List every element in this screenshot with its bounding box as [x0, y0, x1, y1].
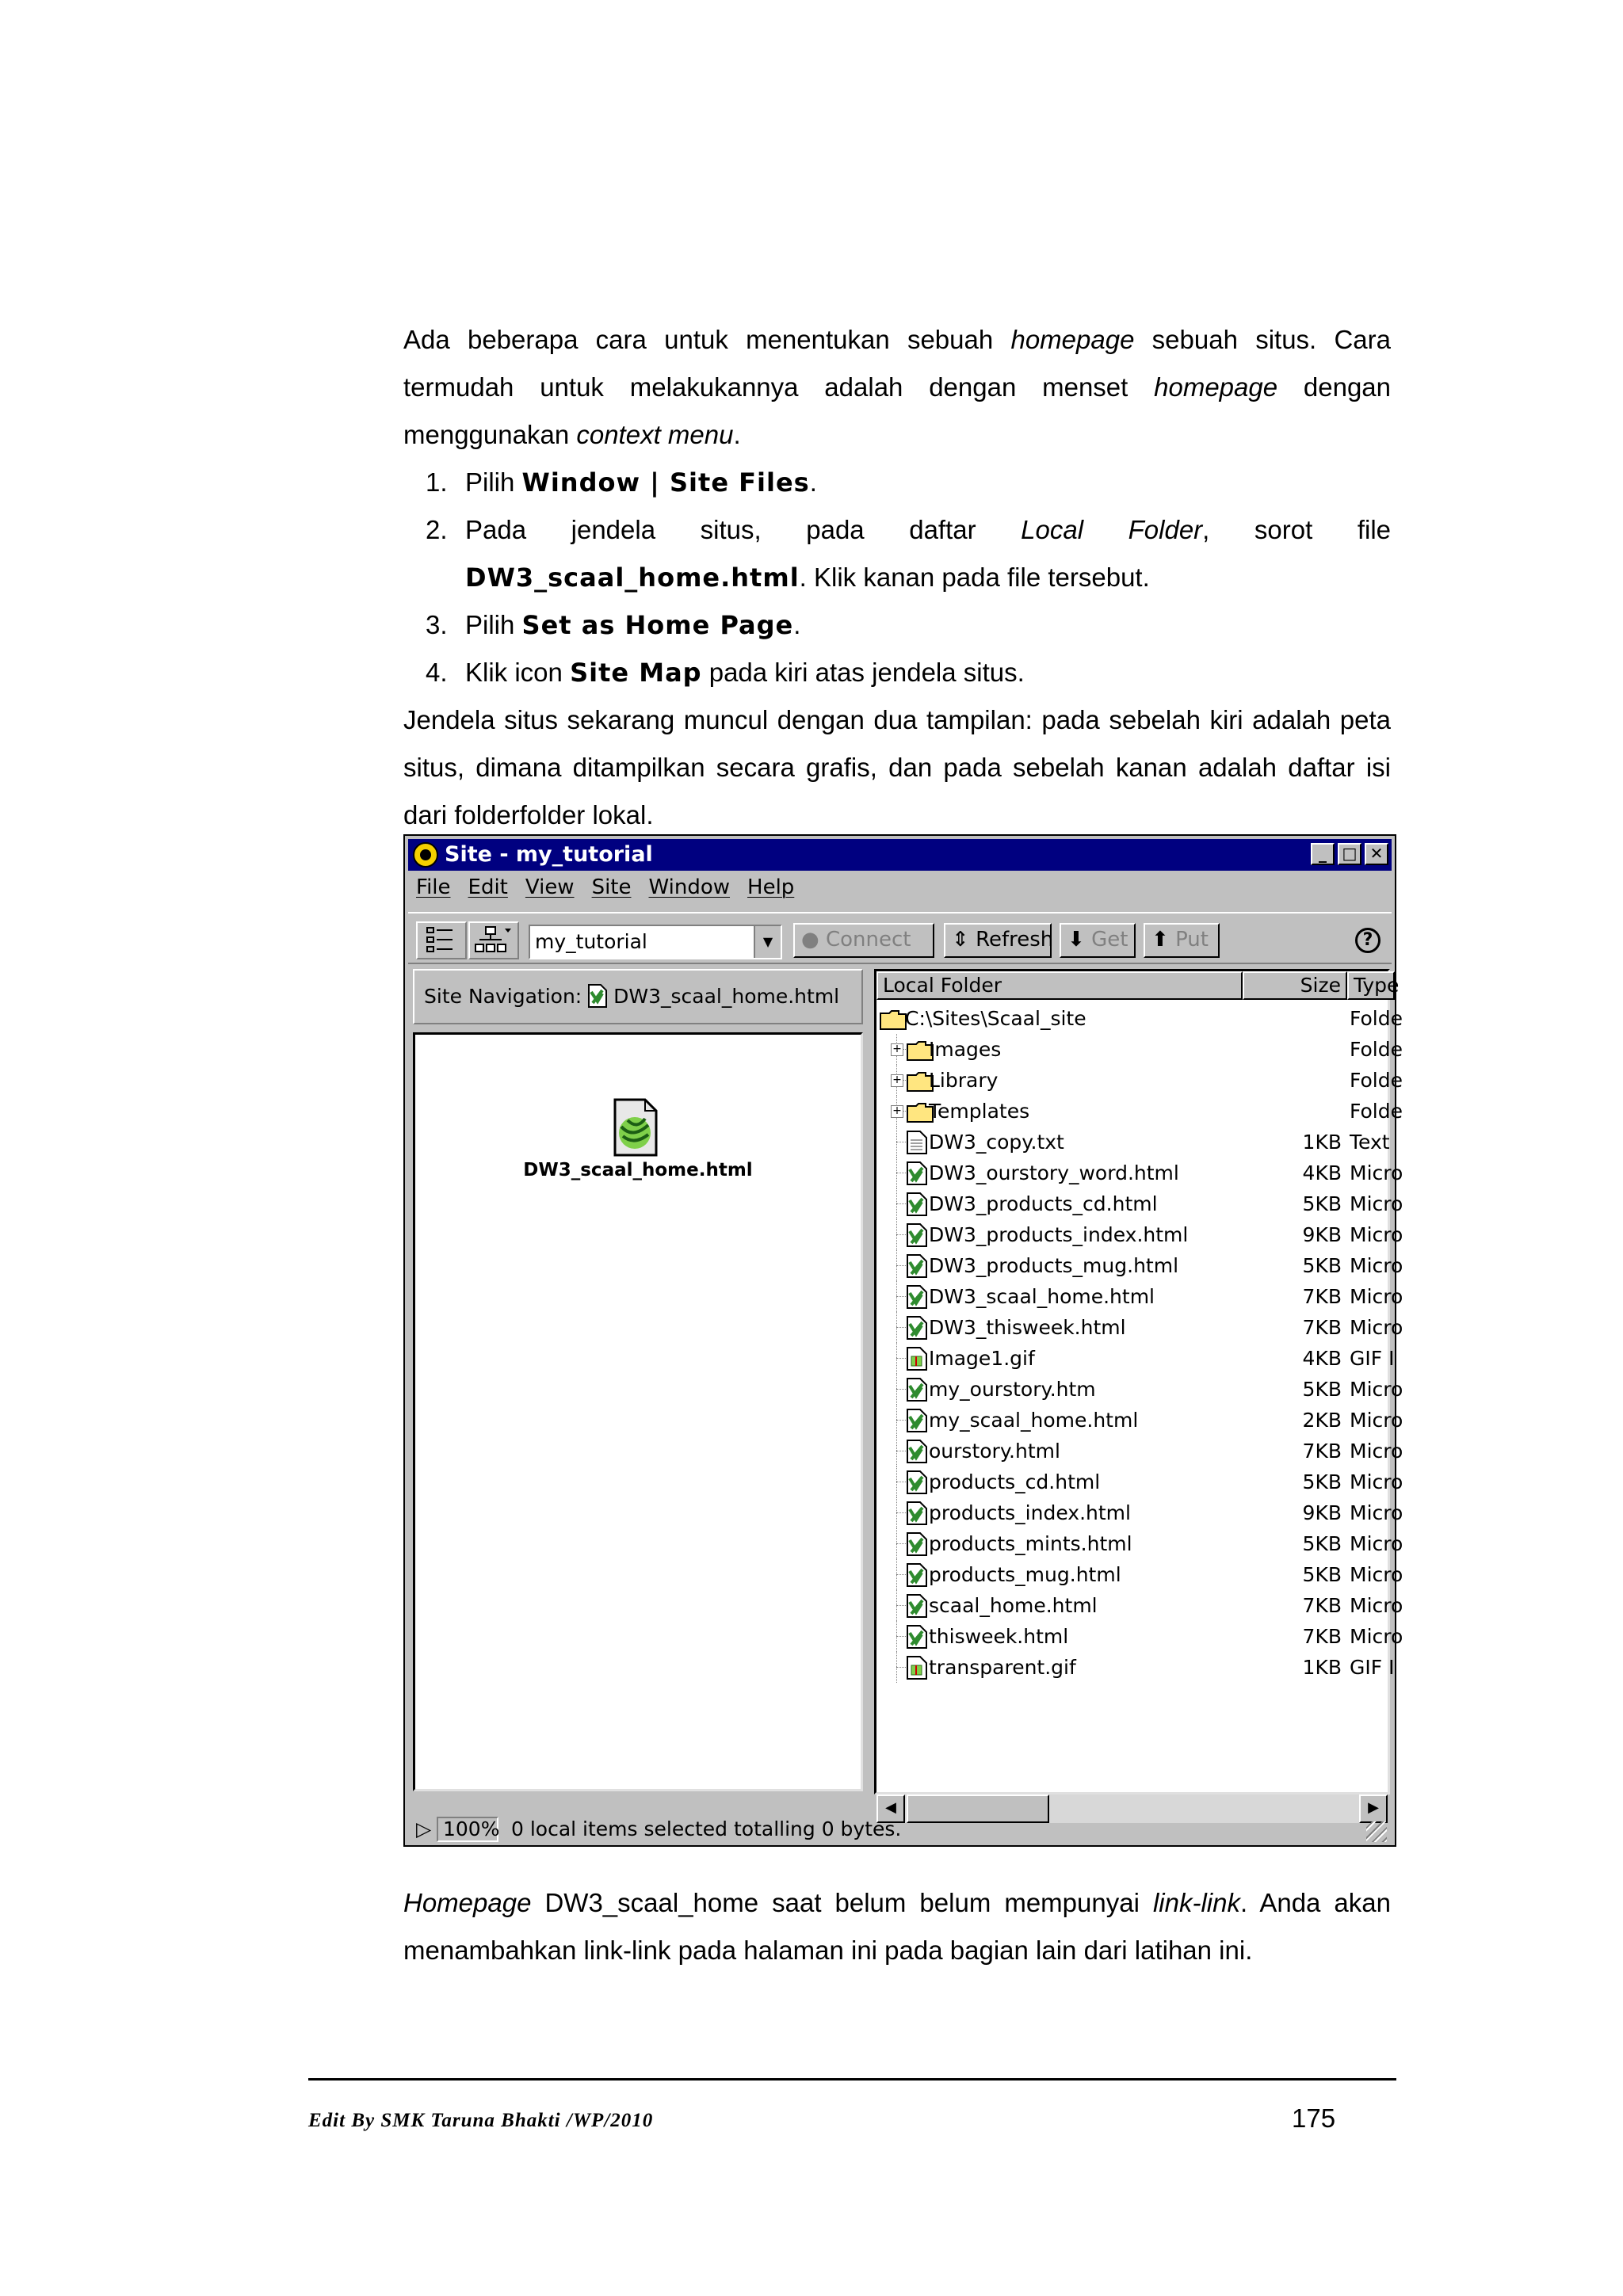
step-number: 1. — [426, 467, 448, 497]
file-size: 7KB — [1302, 1285, 1342, 1308]
minimize-button[interactable]: _ — [1311, 843, 1335, 865]
file-type: Text — [1350, 1131, 1390, 1154]
file-type: Micro — [1350, 1501, 1403, 1524]
step-text: Pilih — [465, 610, 522, 639]
file-type: Micro — [1350, 1161, 1403, 1184]
step-word: Pada — [465, 515, 527, 544]
site-map-area — [413, 1032, 863, 1791]
file-type: Micro — [1350, 1378, 1403, 1401]
file-size: 7KB — [1302, 1594, 1342, 1617]
maximize-button[interactable]: □ — [1338, 843, 1361, 865]
file-type: GIF I — [1350, 1347, 1395, 1370]
site-navigation-bar — [413, 969, 863, 1024]
zoom-level[interactable]: 100% — [437, 1817, 498, 1842]
file-name: Images — [929, 1038, 1002, 1061]
file-size: 5KB — [1302, 1378, 1342, 1401]
file-name: DW3_ourstory_word.html — [929, 1161, 1179, 1184]
put-button[interactable] — [1144, 923, 1220, 958]
file-type: Micro — [1350, 1285, 1403, 1308]
step-word: daftar — [909, 515, 976, 544]
file-size: 5KB — [1302, 1563, 1342, 1586]
step-em: Folder — [1128, 515, 1203, 544]
html-file-icon — [907, 1223, 927, 1247]
intro-em-1: homepage — [1010, 325, 1135, 354]
expand-plus-icon[interactable]: + — [891, 1043, 903, 1056]
refresh-button[interactable] — [944, 923, 1052, 958]
file-type: Folde — [1350, 1038, 1403, 1061]
file-type: Micro — [1350, 1625, 1403, 1648]
file-size: 7KB — [1302, 1316, 1342, 1339]
toolbar — [408, 912, 1392, 964]
file-name: DW3_copy.txt — [929, 1131, 1064, 1154]
menu-site[interactable]: Site — [591, 875, 632, 899]
gif-file-icon — [907, 1347, 927, 1371]
file-row[interactable] — [876, 1127, 1388, 1158]
html-file-icon — [907, 1285, 927, 1309]
file-type: Micro — [1350, 1470, 1403, 1493]
column-type[interactable]: Type — [1347, 971, 1395, 1000]
html-file-icon — [907, 1532, 927, 1556]
column-size[interactable]: Size — [1243, 971, 1347, 1000]
step-text: pada kiri atas jendela situs. — [701, 658, 1025, 687]
folder-icon — [880, 1009, 907, 1030]
help-icon[interactable]: ? — [1355, 928, 1381, 953]
footer-credit: Edit By SMK Taruna Bhakti /WP/2010 — [308, 2110, 654, 2131]
file-type: Micro — [1350, 1594, 1403, 1617]
menu-window[interactable]: Window — [648, 875, 731, 899]
file-name: DW3_products_index.html — [929, 1223, 1189, 1246]
file-row[interactable] — [876, 1158, 1403, 1188]
file-row[interactable] — [876, 1559, 1403, 1590]
file-type: Folde — [1350, 1069, 1403, 1092]
text-file-icon — [907, 1131, 927, 1154]
file-size: 5KB — [1302, 1254, 1342, 1277]
file-size: 4KB — [1302, 1347, 1342, 1370]
site-map-pane — [413, 969, 863, 1794]
file-name: products_index.html — [929, 1501, 1131, 1524]
file-row[interactable] — [876, 1497, 1403, 1528]
html-file-icon — [907, 1625, 927, 1649]
file-row[interactable] — [876, 1652, 1395, 1683]
status-bar — [408, 1815, 1392, 1844]
menu-bar — [416, 875, 794, 904]
intro-text-4: . — [733, 420, 741, 449]
home-page-file[interactable]: DW3_scaal_home.html — [613, 985, 840, 1008]
file-row[interactable] — [876, 1034, 1403, 1065]
closing-paragraph — [403, 1879, 1391, 1974]
file-name: Templates — [929, 1100, 1030, 1123]
steps-list — [403, 459, 1391, 696]
file-name: products_cd.html — [929, 1470, 1101, 1493]
file-row[interactable] — [876, 1436, 1403, 1466]
file-size: 1KB — [1302, 1131, 1342, 1154]
arrow-down-icon: ⬇ — [1067, 928, 1085, 952]
site-map-view-button[interactable] — [468, 921, 519, 959]
closing-text-1: DW3_scaal_home saat belum belum mempunyai — [531, 1888, 1153, 1917]
file-size: 2KB — [1302, 1409, 1342, 1432]
body-text-top — [403, 316, 1391, 839]
file-row[interactable] — [876, 1343, 1395, 1374]
file-row[interactable] — [876, 1096, 1403, 1127]
file-row[interactable] — [876, 1250, 1403, 1281]
step-command: Site Map — [570, 658, 702, 688]
file-row[interactable] — [876, 1374, 1403, 1405]
window-title: Site - my_tutorial — [445, 842, 653, 867]
intro-text-2: sebuah situs. Cara termudah untuk melakukannya adalah dengan menset — [403, 325, 1391, 402]
home-page-node-icon[interactable] — [613, 1098, 658, 1157]
file-row[interactable] — [876, 1065, 1403, 1096]
step-em: Local — [1021, 515, 1084, 544]
local-folder-pane — [874, 969, 1403, 1794]
chevron-down-icon[interactable]: ▼ — [754, 926, 781, 958]
file-row[interactable] — [876, 1312, 1403, 1343]
file-type: Micro — [1350, 1409, 1403, 1432]
step-command: DW3_scaal_home.html — [465, 563, 800, 593]
file-name: C:\Sites\Scaal_site — [905, 1007, 1086, 1030]
file-size: 5KB — [1302, 1532, 1342, 1555]
site-select-value: my_tutorial — [535, 930, 647, 953]
resize-grip-icon[interactable] — [1366, 1821, 1387, 1842]
html-file-icon — [907, 1470, 927, 1494]
file-type: Micro — [1350, 1254, 1403, 1277]
play-triangle-icon[interactable]: ▷ — [416, 1817, 432, 1840]
menu-help[interactable]: Help — [747, 875, 795, 899]
file-size: 7KB — [1302, 1625, 1342, 1648]
body-text-bottom — [403, 1879, 1391, 1974]
file-list — [876, 1003, 1403, 1683]
file-name: DW3_thisweek.html — [929, 1316, 1126, 1339]
file-row[interactable] — [876, 1003, 1403, 1034]
file-name: DW3_products_mug.html — [929, 1254, 1179, 1277]
file-type: Micro — [1350, 1563, 1403, 1586]
step-4 — [403, 649, 1391, 696]
file-name: ourstory.html — [929, 1440, 1060, 1463]
menu-file[interactable]: File — [416, 875, 451, 899]
step-1 — [403, 459, 1391, 506]
intro-em-2: homepage — [1154, 372, 1278, 402]
step-word: situs, — [700, 515, 762, 544]
connect-button[interactable] — [793, 923, 934, 958]
gif-file-icon — [907, 1656, 927, 1680]
file-type: GIF I — [1350, 1656, 1395, 1679]
file-name: my_ourstory.htm — [929, 1378, 1096, 1401]
step-number: 3. — [426, 610, 448, 639]
file-type: Folde — [1350, 1007, 1403, 1030]
step-word: jendela — [571, 515, 656, 544]
menu-edit[interactable]: Edit — [468, 875, 508, 899]
step-text: Klik icon — [465, 658, 571, 687]
html-file-icon — [907, 1378, 927, 1402]
site-select[interactable] — [529, 925, 782, 959]
file-name: scaal_home.html — [929, 1594, 1098, 1617]
html-file-icon — [588, 984, 607, 1008]
html-file-icon — [907, 1563, 927, 1587]
intro-text-1: Ada beberapa cara untuk menentukan sebuah — [403, 325, 1011, 354]
scroll-right-icon[interactable]: ▶ — [1359, 1794, 1388, 1823]
expand-plus-icon[interactable]: + — [891, 1074, 903, 1087]
record-icon: ● — [801, 928, 819, 952]
closing-em-1: Homepage — [403, 1888, 532, 1917]
file-size: 7KB — [1302, 1440, 1342, 1463]
step-word: pada — [806, 515, 865, 544]
html-file-icon — [907, 1192, 927, 1216]
closing-text-2: . Anda akan menambahkan link-link pada halaman ini pada bagian lain dari latihan ini. — [403, 1888, 1391, 1965]
put-label: Put — [1175, 928, 1209, 952]
file-row[interactable] — [876, 1281, 1403, 1312]
file-type: Micro — [1350, 1440, 1403, 1463]
status-text: 0 local items selected totalling 0 bytes. — [511, 1817, 902, 1840]
menu-view[interactable]: View — [525, 875, 575, 899]
step-text: Pilih — [465, 467, 522, 497]
step-word: file — [1357, 515, 1392, 544]
file-name: Image1.gif — [929, 1347, 1035, 1370]
file-size: 5KB — [1302, 1192, 1342, 1215]
html-file-icon — [907, 1161, 927, 1185]
site-map-icon — [475, 925, 511, 955]
step-command: Window | Site Files — [521, 467, 810, 498]
refresh-label: Refresh — [976, 928, 1054, 952]
intro-text-3: dengan menggunakan — [403, 372, 1392, 449]
get-button[interactable] — [1060, 923, 1136, 958]
step-2 — [403, 506, 1391, 601]
file-size: 9KB — [1302, 1223, 1342, 1246]
step-word: sorot — [1254, 515, 1313, 544]
file-row[interactable] — [876, 1405, 1403, 1436]
refresh-icon: ⇕ — [952, 928, 969, 952]
step-text: . — [793, 610, 801, 639]
step-word: , — [1202, 515, 1210, 544]
footer-rule — [308, 2078, 1396, 2081]
step-command: Set as Home Page — [521, 610, 794, 640]
file-type: Folde — [1350, 1100, 1403, 1123]
file-row[interactable] — [876, 1188, 1403, 1219]
file-type: Micro — [1350, 1192, 1403, 1215]
step-number: 4. — [426, 658, 448, 687]
file-size: 9KB — [1302, 1501, 1342, 1524]
site-files-icon — [426, 925, 457, 955]
file-row[interactable] — [876, 1590, 1403, 1621]
closing-em-2: link-link — [1152, 1888, 1240, 1917]
file-name: thisweek.html — [929, 1625, 1069, 1648]
site-navigation-label: Site Navigation: — [424, 985, 582, 1008]
arrow-up-icon: ⬆ — [1151, 928, 1169, 952]
step-2-line-1 — [465, 506, 1391, 554]
after-steps-paragraph: Jendela situs sekarang muncul dengan dua tampilan: pada sebelah kiri adalah peta situs, dimana ditampilkan secara grafis, dan pada sebelah kanan adalah daftar isi dari folderfolder lokal. — [403, 705, 1391, 830]
get-label: Get — [1091, 928, 1128, 952]
site-files-view-button[interactable] — [416, 921, 467, 959]
connect-label: Connect — [825, 928, 911, 952]
file-type: Micro — [1350, 1532, 1403, 1555]
step-number: 2. — [426, 515, 448, 544]
intro-paragraph — [403, 316, 1391, 459]
file-name: products_mug.html — [929, 1563, 1121, 1586]
dreamweaver-app-icon — [413, 842, 438, 868]
file-name: Library — [929, 1069, 999, 1092]
file-size: 1KB — [1302, 1656, 1342, 1679]
file-row[interactable] — [876, 1219, 1403, 1250]
step-3 — [403, 601, 1391, 649]
column-local-folder[interactable]: Local Folder — [876, 971, 1243, 1000]
file-size: 5KB — [1302, 1470, 1342, 1493]
scroll-left-icon[interactable]: ◀ — [876, 1794, 905, 1823]
file-type: Micro — [1350, 1223, 1403, 1246]
html-file-icon — [907, 1409, 927, 1432]
title-bar — [408, 839, 1392, 871]
file-row[interactable] — [876, 1621, 1403, 1652]
file-name: DW3_products_cd.html — [929, 1192, 1158, 1215]
file-row[interactable] — [876, 1466, 1403, 1497]
file-type: Micro — [1350, 1316, 1403, 1339]
file-name: transparent.gif — [929, 1656, 1076, 1679]
html-file-icon — [907, 1316, 927, 1340]
step-text: . — [809, 467, 817, 497]
expand-plus-icon[interactable]: + — [891, 1105, 903, 1118]
file-size: 4KB — [1302, 1161, 1342, 1184]
html-file-icon — [907, 1501, 927, 1525]
html-file-icon — [907, 1594, 927, 1618]
file-name: my_scaal_home.html — [929, 1409, 1139, 1432]
intro-em-3: context menu — [576, 420, 734, 449]
html-file-icon — [907, 1254, 927, 1278]
site-window — [403, 834, 1403, 1847]
home-page-node-label[interactable]: DW3_scaal_home.html — [523, 1160, 753, 1180]
page-number: 175 — [1292, 2103, 1336, 2133]
file-row[interactable] — [876, 1528, 1403, 1559]
file-name: DW3_scaal_home.html — [929, 1285, 1155, 1308]
close-button[interactable]: ✕ — [1365, 843, 1388, 865]
step-text: . Klik kanan pada file tersebut. — [799, 563, 1150, 592]
file-name: products_mints.html — [929, 1532, 1132, 1555]
html-file-icon — [907, 1440, 927, 1463]
